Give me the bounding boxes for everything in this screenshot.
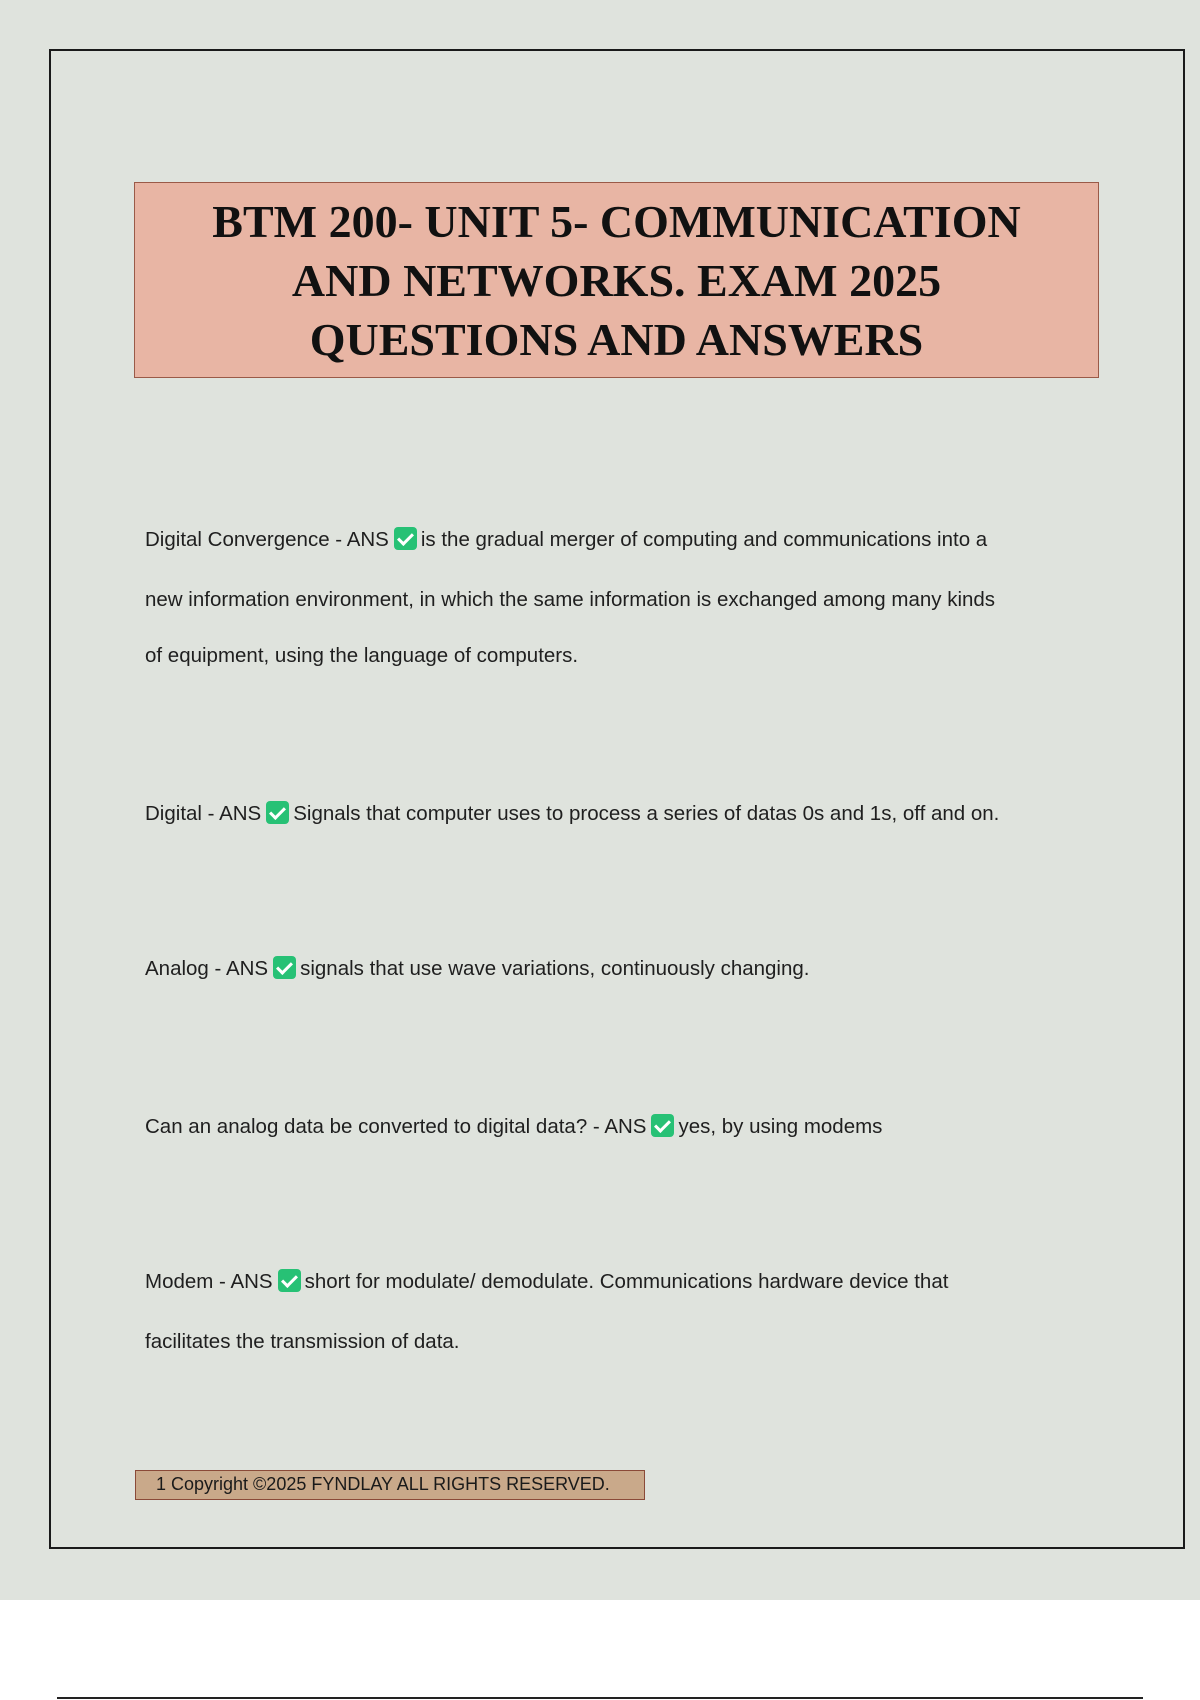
page-title-line: AND NETWORKS. EXAM 2025	[291, 254, 942, 306]
qa-line: Digital - ANS Signals that computer uses to process a series of datas 0s and 1s, off and on.	[145, 802, 1000, 825]
answer-text: signals that use wave variations, continuously changing.	[300, 957, 810, 980]
question-text: Can an analog data be converted to digital data?	[145, 1115, 588, 1138]
answer-text: of equipment, using the language of computers.	[145, 644, 579, 667]
answer-marker: ANS	[230, 1270, 273, 1293]
check-box-icon	[278, 1269, 301, 1292]
page-divider	[57, 1697, 1143, 1699]
answer-text: short for modulate/ demodulate. Communications hardware device that	[304, 1270, 949, 1293]
answer-marker: ANS	[604, 1115, 647, 1138]
qa-item	[145, 939, 1090, 999]
answer-text: facilitates the transmission of data.	[145, 1330, 460, 1353]
answer-marker: ANS	[346, 528, 389, 551]
qa-item	[145, 510, 1090, 686]
page-title-line: QUESTIONS AND ANSWERS	[309, 313, 924, 365]
qa-line: Analog - ANS signals that use wave variations, continuously changing.	[145, 957, 810, 980]
check-box-icon	[273, 956, 296, 979]
qa-item	[145, 784, 1090, 844]
copyright-footer: 1 Copyright ©2025 FYNDLAY ALL RIGHTS RESERVED.	[135, 1470, 645, 1500]
answer-text: Signals that computer uses to process a series of datas 0s and 1s, off and on.	[293, 802, 1000, 825]
answer-text: is the gradual merger of computing and communications into a	[420, 528, 988, 551]
qa-line: Can an analog data be converted to digital data? - ANS yes, by using modems	[145, 1115, 883, 1138]
question-text: Digital	[145, 802, 202, 825]
qa-line: Digital Convergence - ANS is the gradual merger of computing and communications into a	[145, 528, 988, 551]
page-title-line: BTM 200- UNIT 5- COMMUNICATION	[212, 195, 1021, 247]
answer-marker: ANS	[225, 957, 269, 980]
title-box	[134, 182, 1099, 378]
check-box-icon	[266, 801, 289, 824]
check-box-icon	[394, 527, 417, 550]
question-text: Digital Convergence	[145, 528, 330, 551]
answer-text: new information environment, in which the same information is exchanged among many kinds	[145, 588, 996, 611]
check-box-icon	[651, 1114, 674, 1137]
qa-item	[145, 1097, 1090, 1157]
question-text: Modem	[145, 1270, 214, 1293]
question-text: Analog	[145, 957, 209, 980]
qa-line: Modem - ANS short for modulate/ demodulate. Communications hardware device that	[145, 1270, 949, 1293]
answer-marker: ANS	[219, 802, 262, 825]
qa-item	[145, 1252, 1090, 1372]
answer-text: yes, by using modems	[678, 1115, 883, 1138]
